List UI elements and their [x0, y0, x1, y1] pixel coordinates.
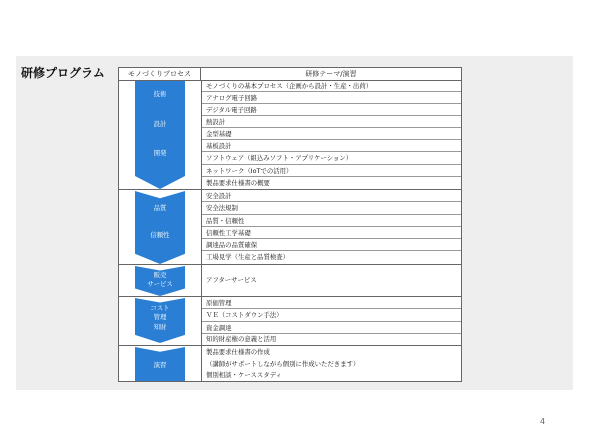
chevron-label: 品質 [153, 204, 167, 212]
list-item: 原価管理 [202, 297, 461, 309]
chevron-label: コスト [150, 304, 170, 312]
list-item: 工場見学（生産と品質検査） [206, 253, 290, 261]
list-item: 信頼性工学基礎 [202, 227, 461, 239]
chevron-label: 設計 [153, 120, 167, 128]
list-item: （講師がサポートしながら個別に作成いただきます） [206, 360, 360, 368]
list-item: アフターサービス [206, 276, 257, 284]
chevron-quality [135, 191, 185, 264]
header-process: モノづくりプロセス [119, 68, 201, 81]
list-item: アナログ電子回路 [202, 92, 461, 104]
list-item: ソフトウェア（組込みソフト・アプリケーション） [202, 152, 461, 165]
list-item: 調達品の品質確保 [202, 239, 461, 251]
chevron-label: 信頼性 [150, 231, 170, 239]
page-number: 4 [540, 417, 546, 426]
program-table [118, 67, 462, 382]
slide-title: 研修プログラム [21, 66, 105, 80]
list-item: 個別相談・ケーススタディ [206, 371, 282, 379]
chevron-label: 販売 [153, 271, 167, 279]
list-item: 製品要求仕様書の作成 [206, 348, 270, 356]
list-item: 安全設計 [202, 190, 461, 202]
list-item: 基板設計 [202, 140, 461, 152]
chevron-label: 技術 [153, 90, 167, 98]
list-item: モノづくりの基本プロセス（企画から設計・生産・出荷） [202, 81, 461, 92]
list-item: ネットワーク（IoTでの活用） [202, 165, 461, 177]
list-item: 品質・信頼性 [202, 215, 461, 227]
chevron-label: 開発 [153, 149, 167, 157]
list-item: ＶＥ（コストダウン手法） [202, 309, 461, 322]
chevron-label: 管理 [153, 313, 167, 321]
list-item: 安全法規制 [202, 202, 461, 215]
list-item: デジタル電子回路 [202, 104, 461, 116]
list-item: 資金調達 [202, 322, 461, 334]
header-theme: 研修テーマ/演習 [201, 68, 461, 81]
chevron-label: 演習 [153, 361, 167, 369]
list-item: 製品要求仕様書の概要 [206, 179, 270, 187]
list-item: 熱設計 [202, 116, 461, 128]
list-item: 知的財産権の意義と活用 [206, 335, 277, 343]
chevron-label: 知財 [153, 323, 167, 331]
list-item: 金型基礎 [202, 128, 461, 140]
chevron-label: サービス [147, 280, 173, 288]
